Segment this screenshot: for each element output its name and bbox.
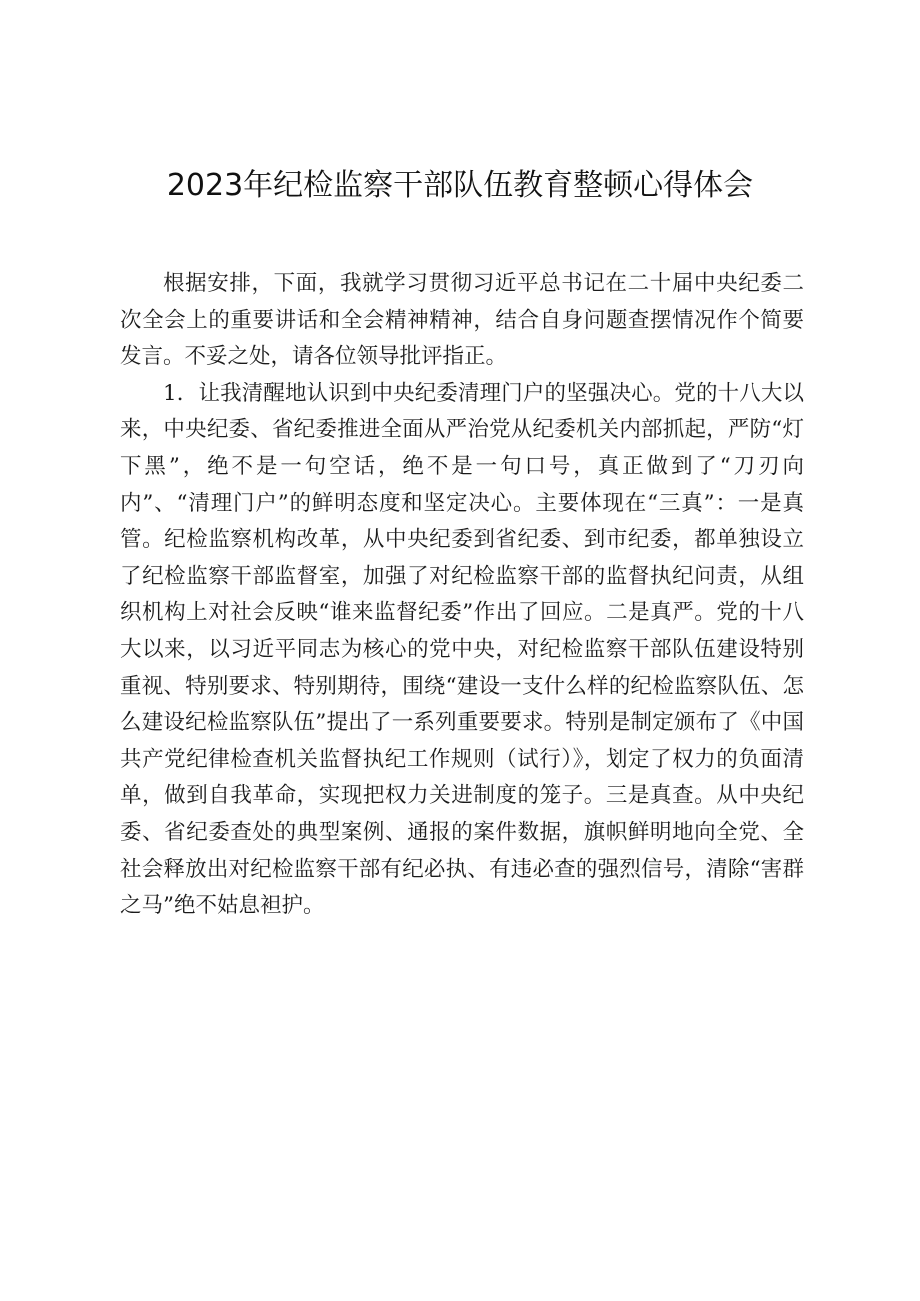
document-title: 2023年纪检监察干部队伍教育整顿心得体会 [166, 168, 754, 203]
paragraph-point-1: 1．让我清醒地认识到中央纪委清理门户的坚强决心。党的十八大以来，中央纪委、省纪委推进全面从严治党从纪委机关内部抓起，严防“灯下黑”，绝不是一句空话，绝不是一句口号，真正做到了“刀刃向内”、“清理门户”的鲜明态度和坚定决心。主要体现在“三真”：一是真管。纪检监察机构改革，从中央纪委到省纪委、到市纪委，都单独设立了纪检监察干部监督室，加强了对纪检监察干部的监督执纪问责，从组织机构上对社会反映“谁来监督纪委”作出了回应。二是真严。党的十八大以来，以习近平同志为核心的党中央，对纪检监察干部队伍建设特别重视、特别要求、特别期待，围绕“建设一支什么样的纪检监察队伍、怎么建设纪检监察队伍”提出了一系列重要要求。特别是制定颁布了《中国共产党纪律检查机关监督执纪工作规则（试行）》，划定了权力的负面清单，做到自我革命，实现把权力关进制度的笼子。三是真查。从中央纪委、省纪委查处的典型案例、通报的案件数据，旗帜鲜明地向全党、全社会释放出对纪检监察干部有纪必执、有违必查的强烈信号，清除“害群之马”绝不姑息袒护。 [120, 380, 804, 919]
document-body [120, 266, 804, 925]
paragraph-intro: 根据安排，下面，我就学习贯彻习近平总书记在二十届中央纪委二次全会上的重要讲话和全会精神精神，结合自身问题查摆情况作个简要发言。不妥之处，请各位领导批评指正。 [120, 271, 804, 370]
